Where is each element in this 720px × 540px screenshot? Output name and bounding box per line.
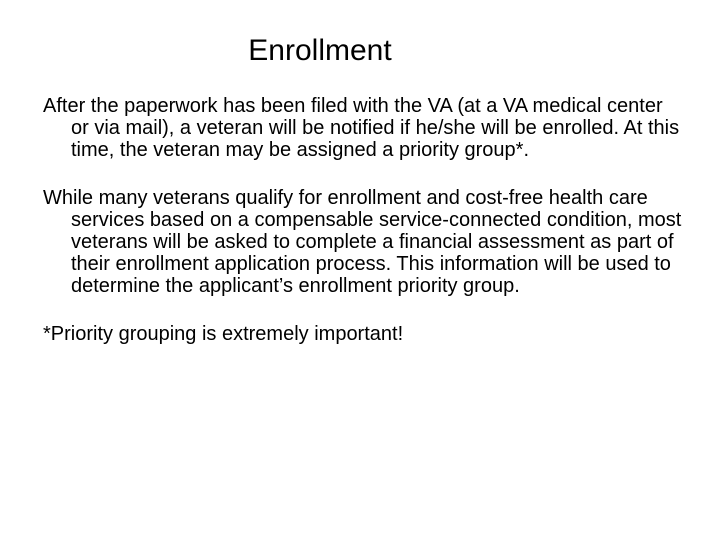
slide-title [0, 33, 680, 69]
paragraph-priority-note: *Priority grouping is extremely important! [43, 323, 404, 345]
paragraph-financial-assessment: While many veterans qualify for enrollment and cost-free health care services based on a compensable service-connected condition, most veterans will be asked to complete a financial assessment as part of their enrollment application process. This information will be used to determine the applicant’s enrollment priority group. [43, 187, 682, 297]
slide-body [43, 95, 683, 371]
slide-title-text: Enrollment [248, 34, 392, 67]
paragraph-enrollment-notification: After the paperwork has been filed with the VA (at a VA medical center or via mail), a veteran will be notified if he/she will be enrolled. At this time, the veteran may be assigned a priority group*. [43, 95, 680, 161]
